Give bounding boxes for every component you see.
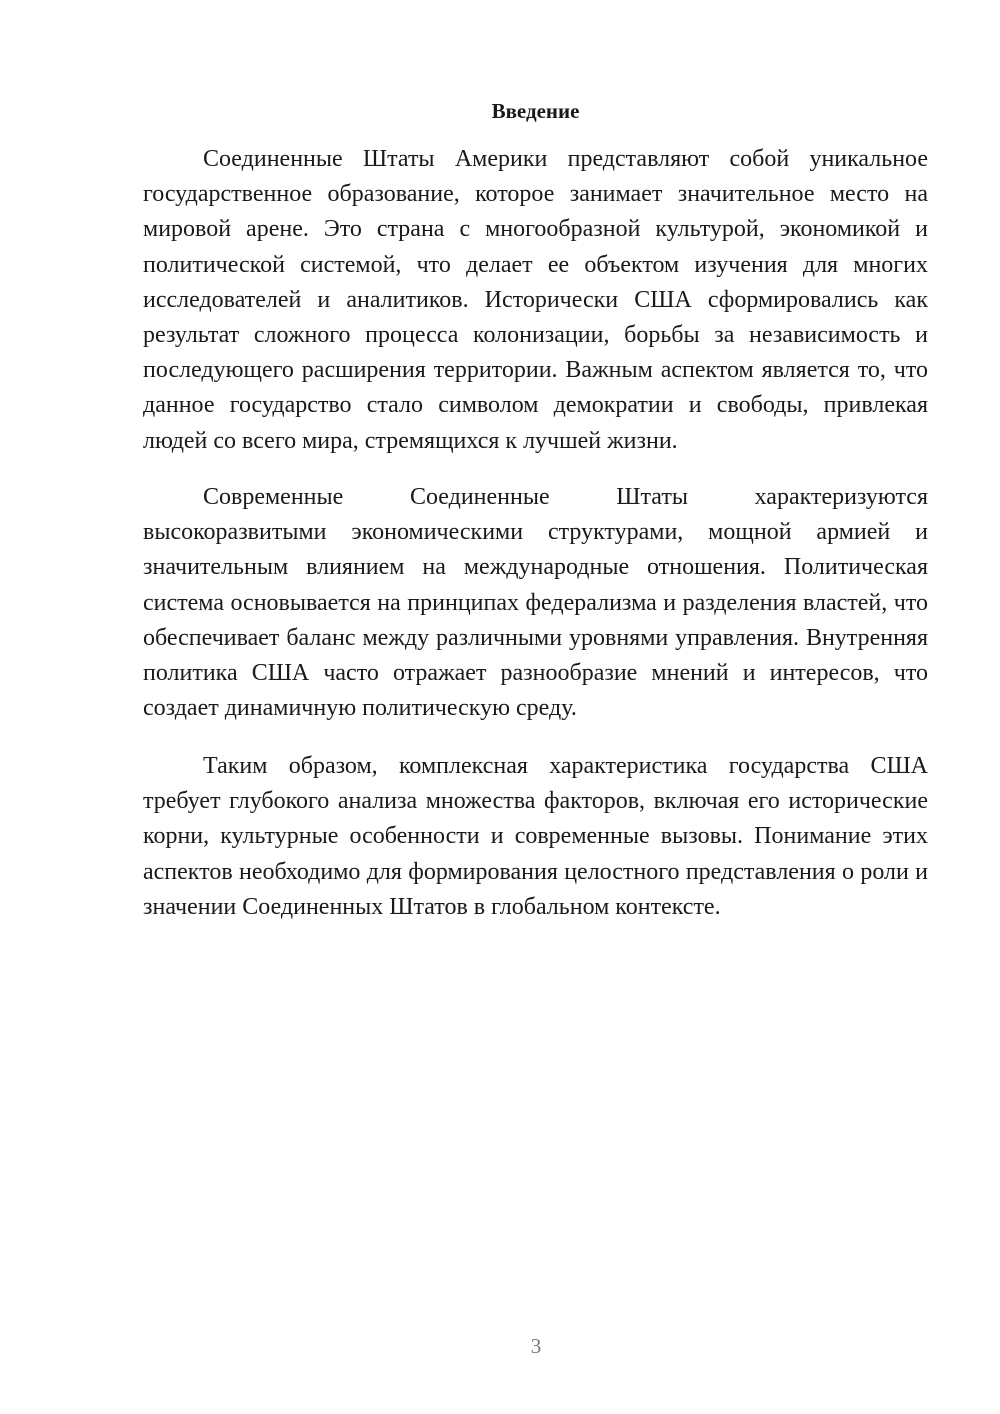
paragraph-1: Соединенные Штаты Америки представляют собой уникальное государственное образование, которое занимает значительное место на мировой арене. Это страна с многообразной культурой, экономикой и политической системой, что делает ее объектом изучения для многих исследователей и аналитиков. Исторически США сформировались как результат сложного процесса колонизации, борьбы за независимость и последующего расширения территории. Важным аспектом является то, что данное государство стало символом демократии и свободы, привлекая людей со всего мира, стремящихся к лучшей жизни. [143,146,928,454]
section-title: Введение [491,99,580,123]
page-number: 3 [530,1334,542,1358]
paragraph-2: Современные Соединенные Штаты характеризуются высокоразвитыми экономическими структурами, мощной армией и значительным влиянием на международные отношения. Политическая система основывается на принципах федерализма и разделения властей, что обеспечивает баланс между различными уровнями управления. Внутренняя политика США часто отражает разнообразие мнений и интересов, что создает динамичную политическую среду. [143,484,928,722]
paragraph-3: Таким образом, комплексная характеристика государства США требует глубокого анализа множества факторов, включая его исторические корни, культурные особенности и современные вызовы. Понимание этих аспектов необходимо для формирования целостного представления о роли и значении Соединенных Штатов в глобальном контексте. [143,753,928,920]
